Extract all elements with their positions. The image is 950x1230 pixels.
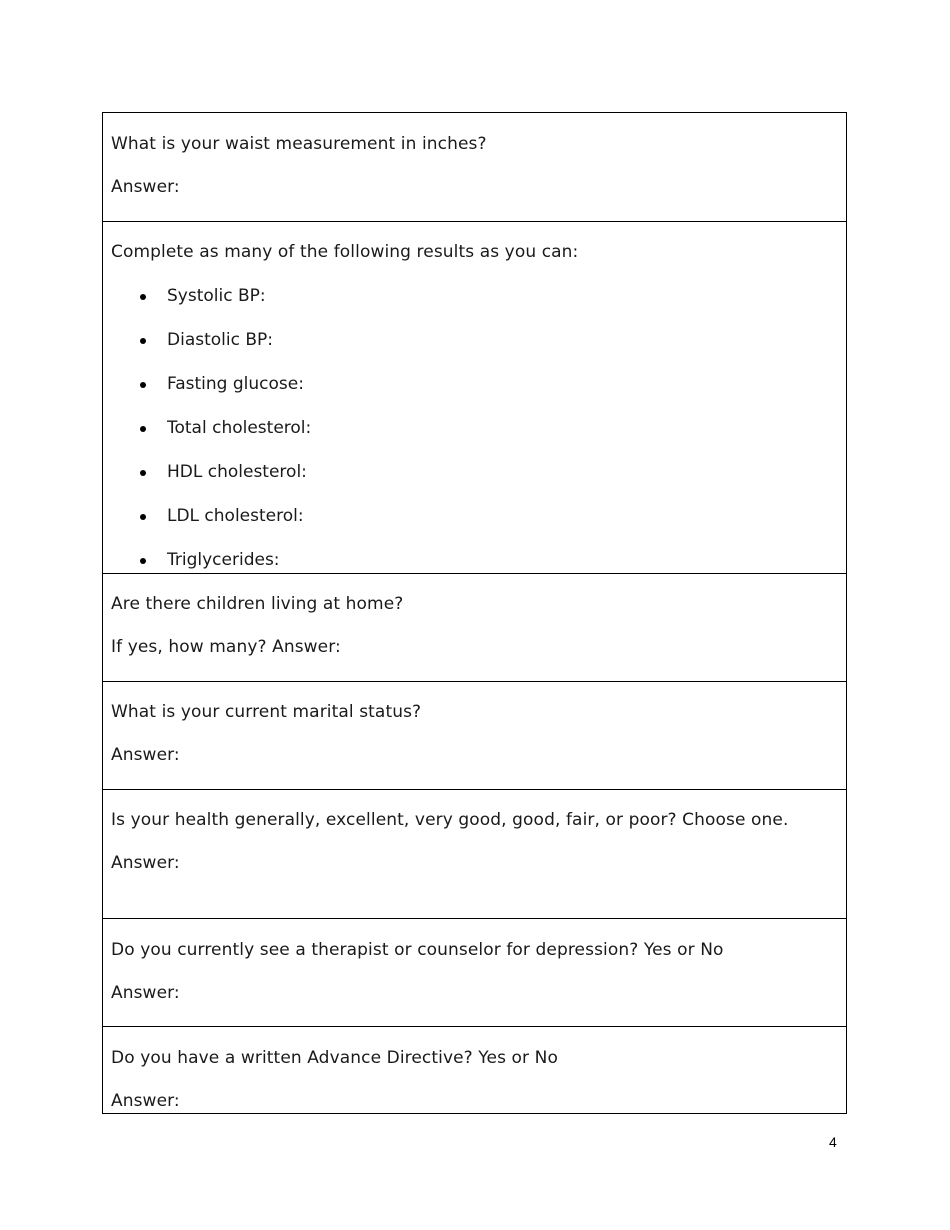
page-number: 4 bbox=[829, 1134, 837, 1150]
advance-directive-question-row bbox=[103, 1027, 846, 1114]
systolic-bp-item[interactable]: Systolic BP: bbox=[167, 286, 266, 306]
bullet-icon bbox=[140, 558, 146, 564]
marital-question-text: What is your current marital status? bbox=[111, 702, 422, 722]
children-question-text: Are there children living at home? bbox=[111, 594, 404, 614]
bullet-icon bbox=[140, 382, 146, 388]
health-answer-label[interactable]: Answer: bbox=[111, 853, 180, 873]
marital-answer-label[interactable]: Answer: bbox=[111, 745, 180, 765]
bullet-icon bbox=[140, 514, 146, 520]
therapist-question-row bbox=[103, 919, 846, 1027]
hdl-cholesterol-item[interactable]: HDL cholesterol: bbox=[167, 462, 307, 482]
children-question-row bbox=[103, 574, 846, 682]
questionnaire-table bbox=[102, 112, 847, 1114]
fasting-glucose-item[interactable]: Fasting glucose: bbox=[167, 374, 304, 394]
bullet-icon bbox=[140, 294, 146, 300]
waist-answer-label[interactable]: Answer: bbox=[111, 177, 180, 197]
bullet-icon bbox=[140, 470, 146, 476]
marital-question-row bbox=[103, 682, 846, 790]
children-followup-answer[interactable]: If yes, how many? Answer: bbox=[111, 637, 341, 657]
diastolic-bp-item[interactable]: Diastolic BP: bbox=[167, 330, 273, 350]
bullet-icon bbox=[140, 338, 146, 344]
health-question-row bbox=[103, 790, 846, 919]
waist-question-text: What is your waist measurement in inches? bbox=[111, 134, 487, 154]
therapist-answer-label[interactable]: Answer: bbox=[111, 983, 180, 1003]
advance-directive-answer-label[interactable]: Answer: bbox=[111, 1091, 180, 1111]
health-question-text: Is your health generally, excellent, very good, good, fair, or poor? Choose one. bbox=[111, 810, 789, 830]
waist-question-row bbox=[103, 113, 846, 222]
ldl-cholesterol-item[interactable]: LDL cholesterol: bbox=[167, 506, 304, 526]
triglycerides-item[interactable]: Triglycerides: bbox=[167, 550, 280, 570]
results-question-row bbox=[103, 222, 846, 574]
advance-directive-question-text: Do you have a written Advance Directive? Yes or No bbox=[111, 1048, 558, 1068]
therapist-question-text: Do you currently see a therapist or counselor for depression? Yes or No bbox=[111, 940, 724, 960]
total-cholesterol-item[interactable]: Total cholesterol: bbox=[167, 418, 312, 438]
results-intro-text: Complete as many of the following results as you can: bbox=[111, 242, 579, 262]
bullet-icon bbox=[140, 426, 146, 432]
